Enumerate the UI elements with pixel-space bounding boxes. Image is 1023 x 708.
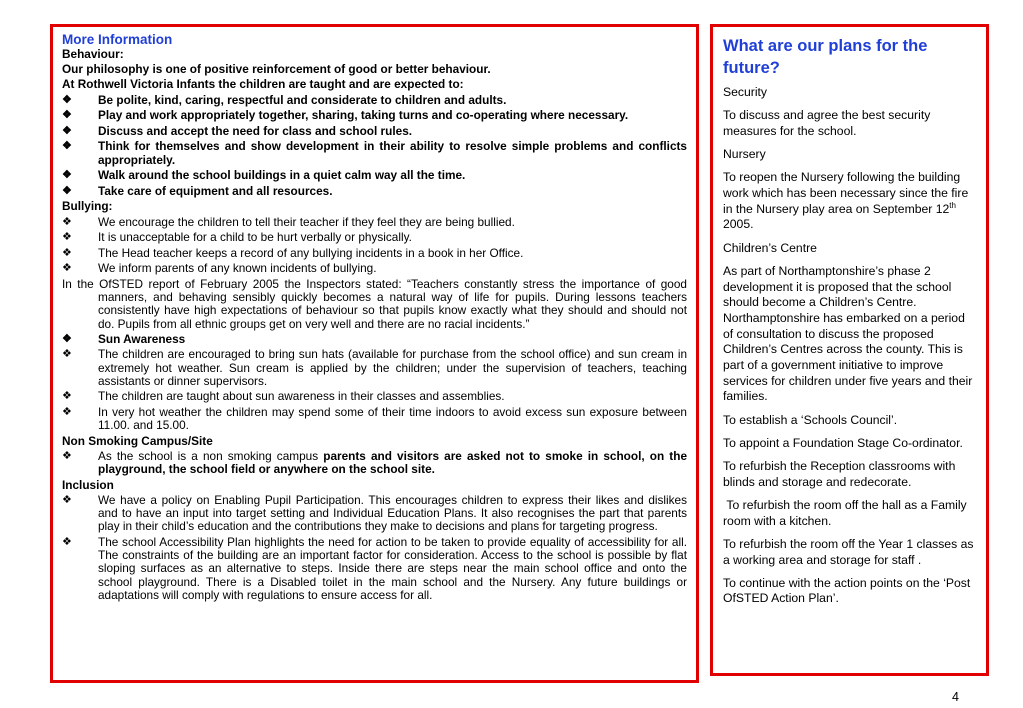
plan-item: To refurbish the room off the Year 1 classes as a working area and storage for staff .	[723, 536, 974, 567]
list-item: ❖ Discuss and accept the need for class and school rules.	[62, 123, 413, 138]
ofsted-quote: In the OfSTED report of February 2005 the Inspectors stated: “Teachers constantly stress the importance of good manners, and behaving sensibly quickly becomes a natural way of life for pupils. During lessons teachers consistently have high expectations of behaviour so that pupils know exactly what they should and should not do. Pupils from all ethnic groups get on very well and there are no racial incidents.”	[62, 276, 687, 331]
list-item: ❖ Play and work appropriately together, sharing, taking turns and co-operating where necessary.	[62, 108, 629, 123]
bullet-icon: ❖	[62, 124, 72, 137]
list-item: ❖ As the school is a non smoking campus parents and visitors are asked not to smoke in school, on the playground, the school field or anywhere on the school site.	[62, 448, 688, 477]
page-number: 4	[952, 690, 959, 704]
bullet-icon: ❖	[62, 231, 72, 244]
list-item: ❖ We inform parents of any known incidents of bullying.	[62, 261, 377, 276]
list-item: ❖ We encourage the children to tell their teacher if they feel they are being bullied.	[62, 214, 515, 229]
more-information-panel	[50, 24, 699, 683]
behaviour-list	[62, 94, 687, 198]
future-plans-panel	[710, 24, 989, 676]
bullet-icon: ❖	[62, 246, 72, 259]
future-plans-body	[723, 85, 976, 607]
bullet-icon: ❖	[62, 109, 72, 122]
list-item: ❖ We have a policy on Enabling Pupil Participation. This encourages children to express their likes and dislikes and to have an input into target setting and Individual Education Plans. It also recognises the part that parents play in their child’s education and the contributions they make to decisions and plans for targeting progress.	[62, 492, 687, 534]
plan-item: To refurbish the room off the hall as a Family room with a kitchen.	[723, 497, 971, 528]
behaviour-philosophy: Our philosophy is one of positive reinforcement of good or better behaviour.	[62, 62, 491, 77]
childrens-centre-text: As part of Northamptonshire’s phase 2 development it is proposed that the school should become a Children’s Centre. Northamptonshire has embarked on a period of consultation to discuss the proposed Children’s Centres across the county. This is part of a government initiative to improve services for children under five years and their families.	[723, 263, 973, 404]
list-item: ❖ The children are taught about sun awareness in their classes and assemblies.	[62, 389, 505, 404]
list-item: ❖ The school Accessibility Plan highlights the need for action to be taken to provide equality of accessibility for all. The constraints of the building are an important factor for consideration. Access to the school is possible by flat sloping surfaces as an alternative to steps. Inside there are steps near the main school office and onto the school playground. There is a Disabled toilet in the main school and the Nursery. Any future buildings or adaptations will comply with regulations to ensure access for all.	[62, 534, 687, 602]
sun-awareness-list	[62, 333, 687, 433]
inclusion-list	[62, 494, 687, 602]
list-item: ❖ Take care of equipment and all resources.	[62, 183, 333, 198]
bullet-icon: ❖	[62, 449, 72, 462]
behaviour-intro: At Rothwell Victoria Infants the children are taught and are expected to:	[62, 77, 464, 92]
more-information-title: More Information	[62, 32, 173, 47]
plan-item: To refurbish the Reception classrooms with blinds and storage and redecorate.	[723, 459, 956, 489]
bullet-icon: ❖	[62, 184, 72, 197]
plan-item: To appoint a Foundation Stage Co-ordinator.	[723, 435, 963, 450]
bullet-icon: ❖	[62, 93, 72, 106]
inclusion-heading: Inclusion	[62, 477, 114, 492]
list-item: ❖ The Head teacher keeps a record of any bullying incidents in a book in her Office.	[62, 245, 524, 260]
bullet-icon: ❖	[62, 262, 72, 275]
security-text: To discuss and agree the best security measures for the school.	[723, 108, 931, 138]
bullet-icon: ❖	[62, 348, 72, 361]
non-smoking-heading: Non Smoking Campus/Site	[62, 433, 213, 448]
nursery-heading: Nursery	[723, 147, 766, 162]
bullet-icon: ❖	[62, 140, 72, 153]
plan-item: To establish a ‘Schools Council’.	[723, 412, 898, 427]
bullet-icon: ❖	[62, 332, 72, 345]
list-item: ❖ In very hot weather the children may spend some of their time indoors to avoid excess sun exposure between 11.00. and 15.00.	[62, 404, 687, 433]
plan-item: To continue with the action points on the ‘Post OfSTED Action Plan’.	[723, 575, 971, 606]
childrens-centre-heading: Children’s Centre	[723, 240, 817, 255]
non-smoking-list	[62, 450, 687, 476]
bullying-list	[62, 216, 687, 276]
more-information-body	[62, 48, 687, 602]
bullet-icon: ❖	[62, 405, 72, 418]
bullying-heading: Bullying:	[62, 199, 113, 214]
bullet-icon: ❖	[62, 215, 72, 228]
bullet-icon: ❖	[62, 535, 72, 548]
bullet-icon: ❖	[62, 390, 72, 403]
list-item: ❖ The children are encouraged to bring sun hats (available for purchase from the school office) and sun cream in extremely hot weather. Sun cream is applied by the children; under the supervision of teachers, teaching assistants or dinner supervisors.	[62, 347, 687, 388]
list-item: ❖ Think for themselves and show development in their ability to resolve simple problems and conflicts appropriately.	[62, 139, 687, 167]
bullet-icon: ❖	[62, 493, 72, 506]
behaviour-heading: Behaviour:	[62, 47, 124, 61]
bullet-icon: ❖	[62, 169, 72, 182]
security-heading: Security	[723, 85, 768, 99]
future-plans-title: What are our plans for the future?	[723, 37, 928, 77]
list-item: ❖ Be polite, kind, caring, respectful and considerate to children and adults.	[62, 92, 507, 107]
list-item: ❖ It is unacceptable for a child to be hurt verbally or physically.	[62, 230, 412, 245]
sun-awareness-heading: ❖ Sun Awareness	[62, 331, 186, 346]
list-item: ❖ Walk around the school buildings in a quiet calm way all the time.	[62, 168, 466, 183]
nursery-text: To reopen the Nursery following the building work which has been necessary since the fire in the Nursery play area on September 12th 2005.	[723, 170, 969, 232]
